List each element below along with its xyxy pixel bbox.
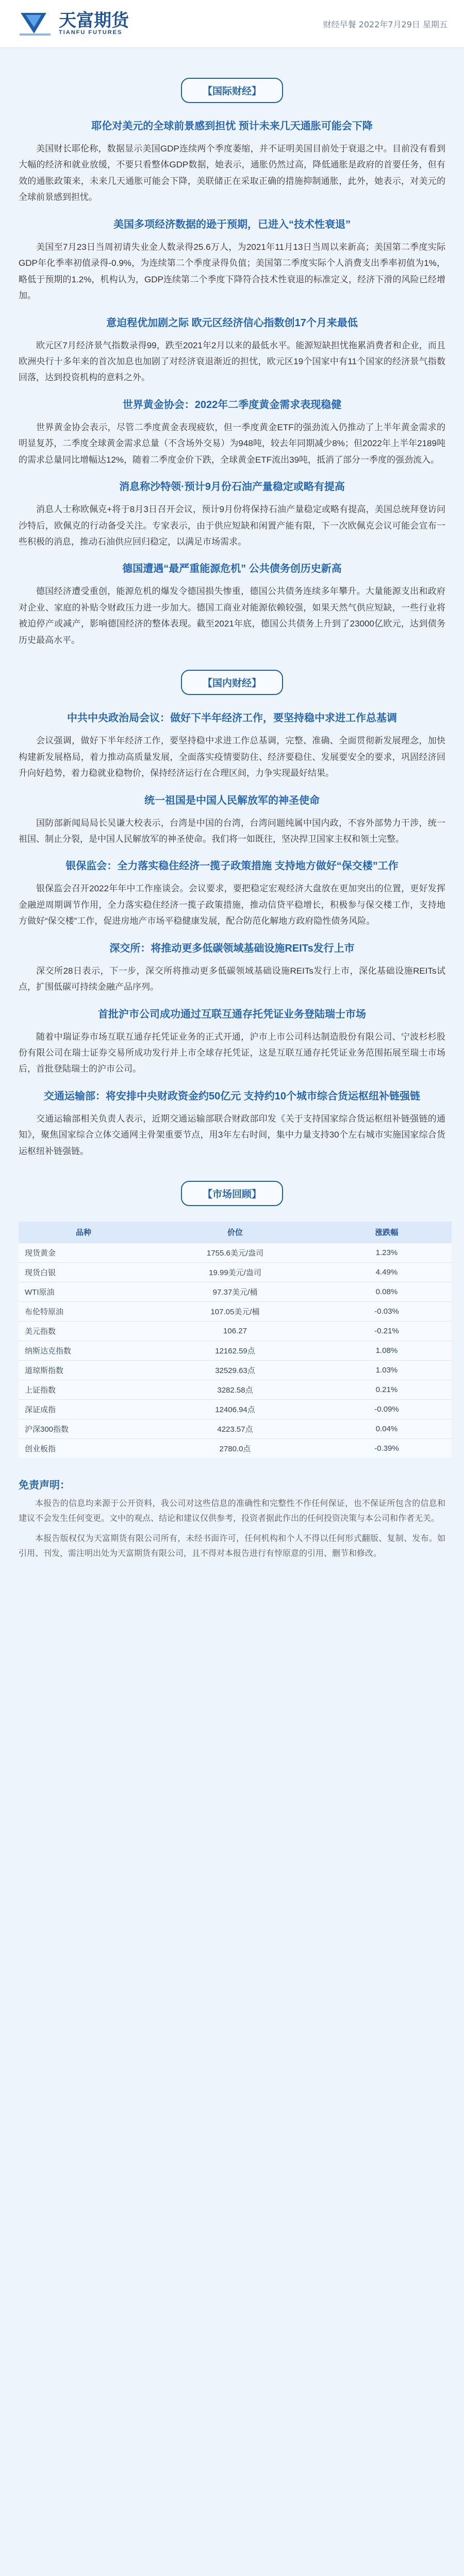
table-cell: 0.08% [322, 1282, 452, 1302]
article-body: 世界黄金协会表示，尽管二季度黄金表现疲软，但一季度黄金ETF的强劲流入仍推动了上半年黄金需求的明显复苏，二季度全球黄金需求总量（不含场外交易）为948吨，较去年同期减少8%；但2022年上半年2189吨的需求总量同比增幅达12%，随着二季度金价下跌，全球黄金ETF流出39吨，抵消了部分一季度的强劲流入。 [19, 422, 445, 465]
table-cell: 现货黄金 [19, 1243, 148, 1263]
table-cell: 97.37美元/桶 [148, 1282, 322, 1302]
disclaimer [0, 1477, 464, 1561]
table-cell: 创业板指 [19, 1439, 148, 1459]
article-international-3 [19, 315, 445, 386]
table-header: 价位 [148, 1222, 322, 1243]
table-row [19, 1341, 452, 1361]
table-cell: 4.49% [322, 1263, 452, 1282]
article-body: 消息人士称欧佩克+将于8月3日召开会议，预计9月份将保持石油产量稳定或略有提高，美国总统拜登访问沙特后，欧佩克的行动备受关注。专家表示，由于供应短缺和闲置产能有限，下一次欧佩克会议可能会宣布一些积极的消息，推动石油供应回归稳定，以满足市场需求。 [19, 504, 445, 547]
table-cell: 12162.59点 [148, 1341, 322, 1361]
table-cell: 1.08% [322, 1341, 452, 1361]
table-cell: 沪深300指数 [19, 1419, 148, 1439]
table-cell: 0.04% [322, 1419, 452, 1439]
table-cell: 现货白银 [19, 1263, 148, 1282]
article-international-5 [19, 479, 445, 550]
article-domestic-3 [19, 858, 445, 929]
market-table [19, 1222, 452, 1458]
table-cell: -0.09% [322, 1400, 452, 1419]
table-row [19, 1361, 452, 1380]
table-cell: 2780.0点 [148, 1439, 322, 1459]
table-cell: 1755.6美元/盎司 [148, 1243, 322, 1263]
header [0, 0, 464, 48]
table-cell: 19.99美元/盎司 [148, 1263, 322, 1282]
table-cell: 0.21% [322, 1380, 452, 1400]
issue-date: 财经早餐 2022年7月29日 星期五 [323, 19, 448, 29]
table-cell: 3282.58点 [148, 1380, 322, 1400]
article-body: 美国财长耶伦称，数据显示美国GDP连续两个季度萎缩，并不证明美国目前处于衰退之中。目前没有看到大幅的经济和就业放缓，不要只看整体GDP数据，她表示，通胀仍然过高，降低通胀是政府的首要任务，但有效的通胀政策来，未来几天通胀可能会下降，美联储正在采取正确的措施抑制通胀，此外，她表示，对美元的全球前景感到担忧。 [19, 144, 445, 202]
table-cell: 4223.57点 [148, 1419, 322, 1439]
section-title-market: 【市场回顾】 [181, 1181, 283, 1206]
article-title: 耶伦对美元的全球前景感到担忧 预计未来几天通胀可能会下降 [91, 121, 373, 132]
table-cell: 布伦特原油 [19, 1302, 148, 1321]
article-title: 交通运输部：将安排中央财政资金约50亿元 支持约10个城市综合货运枢纽补链强链 [43, 1090, 421, 1102]
table-row [19, 1243, 452, 1263]
table-row [19, 1263, 452, 1282]
table-cell: WTI原油 [19, 1282, 148, 1302]
article-body: 美国至7月23日当周初请失业金人数录得25.6万人，为2021年11月13日当周以来新高；美国第二季度实际GDP年化季率初值录得-0.9%，为连续第二个季度录得负值；美国第二季度实际个人消费支出季率初值为1%，略低于预期的1.2%，机构认为，GDP连续第二个季度下降符合技术性衰退的标准定义，经济下滑的风险已经增加。 [19, 242, 445, 301]
article-international-6 [19, 561, 445, 648]
article-body: 深交所28日表示，下一步，深交所将推动更多低碳领域基础设施REITs发行上市，深化基础设施REITs试点，扩围低碳可持续金融产品序列。 [19, 965, 445, 992]
article-title: 银保监会：全力落实稳住经济一揽子政策措施 支持地方做好“保交楼”工作 [65, 860, 399, 872]
section-title-domestic: 【国内财经】 [181, 670, 283, 695]
table-row [19, 1439, 452, 1459]
article-body: 银保监会召开2022年年中工作座谈会。会议要求，要把稳定宏观经济大盘放在更加突出的位置，更好发挥金融逆周期调节作用，全力落实稳住经济一揽子政策措施，推动信贷平稳增长，积极参与保交楼工作，支持地方做好“保交楼”工作，促进房地产市场平稳健康发展，配合防范化解地方政府隐性债务风险。 [19, 884, 445, 926]
table-header: 涨跌幅 [322, 1222, 452, 1243]
article-international-4 [19, 397, 445, 468]
table-cell: 纳斯达克指数 [19, 1341, 148, 1361]
table-cell: 1.23% [322, 1243, 452, 1263]
brand-name-en: TIANFU FUTURES [59, 29, 123, 36]
article-domestic-2 [19, 793, 445, 848]
table-cell: -0.03% [322, 1302, 452, 1321]
table-cell: -0.21% [322, 1321, 452, 1341]
article-domestic-6 [19, 1089, 445, 1159]
article-title: 德国遭遇“最严重能源危机” 公共债务创历史新高 [122, 563, 342, 575]
article-title: 中共中央政治局会议：做好下半年经济工作，要坚持稳中求进工作总基调 [67, 713, 397, 724]
disclaimer-paragraph: 本报告的信息均来源于公开资料，我公司对这些信息的准确性和完整性不作任何保证，也不保证所包含的信息和建议不会发生任何变更。文中的观点、结论和建议仅供参考，投资者据此作出的任何投资决策与本公司和作者无关。 [19, 1499, 445, 1523]
article-domestic-5 [19, 1007, 445, 1077]
table-cell: 美元指数 [19, 1321, 148, 1341]
table-cell: 32529.63点 [148, 1361, 322, 1380]
table-cell: 道琼斯指数 [19, 1361, 148, 1380]
article-title: 统一祖国是中国人民解放军的神圣使命 [144, 794, 320, 806]
table-row [19, 1282, 452, 1302]
table-cell: 12406.94点 [148, 1400, 322, 1419]
article-body: 德国经济遭受重创，能源危机的爆发令德国损失惨重，德国公共债务连续多年攀升。大量能源支出和政府对企业、家庭的补贴令财政压力进一步加大。德国工商业对能源依赖较强，如果天然气供应短缺，一些行业将被迫停产或减产，影响德国经济的整体表现。截至2021年底，德国公共债务上升到了23000亿欧元，达到债务历史最高水平。 [19, 586, 445, 645]
table-row [19, 1419, 452, 1439]
table-row [19, 1400, 452, 1419]
disclaimer-paragraph: 本报告版权仅为天富期货有限公司所有，未经书面许可，任何机构和个人不得以任何形式翻版、复制、发布。如引用、刊发，需注明出处为天富期货有限公司，且不得对本报告进行有悖原意的引用、删节和修改。 [19, 1534, 445, 1558]
table-cell: 深证成指 [19, 1400, 148, 1419]
brand-name-cn: 天富期货 [59, 11, 129, 30]
article-title: 首批沪市公司成功通过互联互通存托凭证业务登陆瑞士市场 [98, 1008, 366, 1020]
article-body: 随着中瑞证券市场互联互通存托凭证业务的正式开通，沪市上市公司科达制造股份有限公司、宁波杉杉股份有限公司在瑞士证券交易所成功发行并上市全球存托凭证，这是互联互通存托凭证业务范围拓展至瑞士市场后，首批登陆瑞士的沪市公司。 [19, 1031, 445, 1074]
table-cell: 106.27 [148, 1321, 322, 1341]
table-row [19, 1302, 452, 1321]
article-body: 会议强调，做好下半年经济工作，要坚持稳中求进工作总基调，完整、准确、全面贯彻新发展理念，加快构建新发展格局，着力推动高质量发展，全面落实疫情要防住、经济要稳住、发展要安全的要求，巩固经济回升向好趋势，着力稳就业稳物价，保持经济运行在合理区间，力争实现最好结果。 [19, 736, 445, 778]
section-title-international: 【国际财经】 [181, 78, 283, 103]
logo-icon [16, 10, 53, 38]
article-title: 消息称沙特领·预计9月份石油产量稳定或略有提高 [119, 481, 345, 493]
table-header: 品种 [19, 1222, 148, 1243]
article-title: 意迫程优加剧之际 欧元区经济信心指数创17个月来最低 [106, 317, 358, 329]
article-body: 交通运输部相关负责人表示，近期交通运输部联合财政部印发《关于支持国家综合货运枢纽补链强链的通知》，聚焦国家综合立体交通网主骨架重要节点，用3年左右时间，集中力量支持30个左右城市实施国家综合货运枢纽补链强链。 [19, 1113, 445, 1156]
table-cell: 107.05美元/桶 [148, 1302, 322, 1321]
article-body: 欧元区7月经济景气指数录得99，跌至2021年2月以来的最低水平。能源短缺担忧拖累消费者和企业，而且欧洲央行十多年来的首次加息也加剧了对经济衰退渐近的担忧，欧元区19个国家中有11个国家的经济景气指数回落，达到投资机构的意料之外。 [19, 340, 445, 383]
table-cell: -0.39% [322, 1439, 452, 1459]
article-international-2 [19, 217, 445, 304]
article-title: 世界黄金协会：2022年二季度黄金需求表现稳健 [122, 399, 342, 411]
table-row [19, 1380, 452, 1400]
article-body: 国防部新闻局局长吴谦大校表示，台湾是中国的台湾，台湾问题纯属中国内政，不容外部势力干涉，统一祖国、制止分裂，是中国人民解放军的神圣使命。我们将一如既往，坚决捍卫国家主权和领土完整。 [19, 818, 445, 844]
article-international-1 [19, 118, 445, 206]
table-row [19, 1321, 452, 1341]
table-cell: 上证指数 [19, 1380, 148, 1400]
article-domestic-1 [19, 710, 445, 781]
article-title: 美国多项经济数据的逊于预期，已进入“技术性衰退” [113, 218, 351, 230]
disclaimer-title: 免责声明： [19, 1480, 70, 1492]
table-cell: 1.03% [322, 1361, 452, 1380]
article-domestic-4 [19, 941, 445, 995]
article-title: 深交所：将推动更多低碳领域基础设施REITs发行上市 [109, 942, 355, 954]
brand-logo [16, 10, 129, 38]
